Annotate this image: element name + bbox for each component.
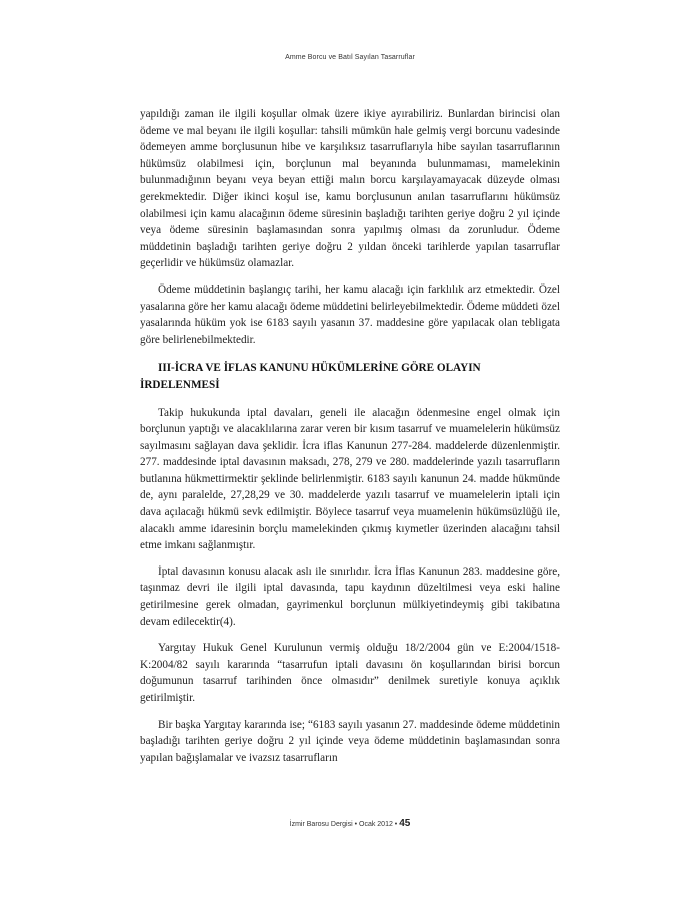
running-head: Amme Borcu ve Batıl Sayılan Tasarruflar <box>285 54 415 61</box>
body-text <box>140 106 560 776</box>
page-number: 45 <box>399 818 411 829</box>
paragraph-2: Ödeme müddetinin başlangıç tarihi, her kamu alacağı için farklılık arz etmektedir. Özel yasalarına göre her kamu alacağı ödeme müddetini belirleyebilmektedir. Ödeme müddeti özel yasalarında hüküm yok ise 6183 sayılı yasanın 37. maddesine göre yapılacak olan tebligata göre belirlenebilmektedir. <box>140 283 560 346</box>
paragraph-3: Takip hukukunda iptal davaları, geneli ile alacağın ödenmesine engel olmak için borçlunun yaptığı ve alacaklılarına zarar veren bir kısım tasarruf ve muamelelerin hükümsüz sayılmasını sağlayan dava şeklidir. İcra iflas Kanunun 277-284. maddelerde düzenlenmiştir. 277. maddesinde iptal davasının maksadı, 278, 279 ve 280. maddelerinde yazılı tasarrufların butlanına hükmettirmektir şeklinde belirlenmiştir. 6183 sayılı kanunun 24. madde hükmünde de, aynı paralelde, 27,28,29 ve 30. maddelerde yazılı tasarruf ve muamelelerin iptali için dava açılacağı hükmü sevk edilmiştir. Böylece tasarruf veya muamelenin hükümsüzlüğü ile, alacaklı amme idaresinin borçlu mamelekinden çıkmış kıymetler üzerinden alacağını tahsil etme imkanı sağlanmıştır. <box>140 406 560 552</box>
section-heading <box>140 360 560 393</box>
paragraph-5: Yargıtay Hukuk Genel Kurulunun vermiş olduğu 18/2/2004 gün ve E:2004/1518-K:2004/82 sayılı kararında “tasarrufun iptali davasını ön koşullarından birisi borcun doğumunun tasarruf tarihinden önce olmasıdır” denilmek suretiyle konuya açıklık getirilmiştir. <box>140 642 560 704</box>
section-heading-line2: İRDELENMESİ <box>140 378 220 391</box>
paragraph-6: Bir başka Yargıtay kararında ise; “6183 sayılı yasanın 27. maddesinde ödeme müddetinin başladığı tarihten geriye doğru 2 yıl içinde veya ödeme müddetinin başlamasından sonra yapılan bağışlamalar ve ivazsız tasarrufların <box>140 718 560 764</box>
paragraph-1: yapıldığı zaman ile ilgili koşullar olmak üzere ikiye ayırabiliriz. Bunlardan birincisi olan ödeme ve mal beyanı ile ilgili koşullar: tahsili mümkün hale gelmiş vergi borcunu vadesinde ödemeyen amme borçlusunun hibe ve karşılıksız tasarruflarıyla hibe sayılan tasarruflarının hükümsüz olabilmesi için, borçlunun mal beyanında bulunmaması, mamelekinin bulunmadığının beyanı veya beyan ettiği malın borcu karşılayamayacak düzeyde olması gerekmektedir. Diğer ikinci koşul ise, kamu borçlusunun anılan tasarruflarını hükümsüz olabilmesi için kamu alacağının ödeme süresinin başladığı tarihten geriye doğru 2 yıl içinde veya ödeme süresinin başlamasından sonra yapılmış olması da zorunludur. Ödeme müddetinin başladığı tarihten geriye doğru 2 yıldan önceki tarihlerde yapılan tasarruflar geçerlidir ve hükümsüz olamazlar. <box>140 108 560 270</box>
paragraph-4: İptal davasının konusu alacak aslı ile sınırlıdır. İcra İflas Kanunun 283. maddesine göre, taşınmaz devri ile ilgili iptal davasında, tapu kaydının düzeltilmesi veya eski haline getirilmesine gerek olmadan, gayrimenkul borçlunun mülkiyetindeymiş gibi takibatına devam edilecektir(4). <box>140 565 560 628</box>
journal-name: İzmir Barosu Dergisi • Ocak 2012 • <box>289 821 398 828</box>
section-heading-line1: III-İCRA VE İFLAS KANUNU HÜKÜMLERİNE GÖRE OLAYIN <box>158 362 481 375</box>
page-footer <box>0 818 700 829</box>
